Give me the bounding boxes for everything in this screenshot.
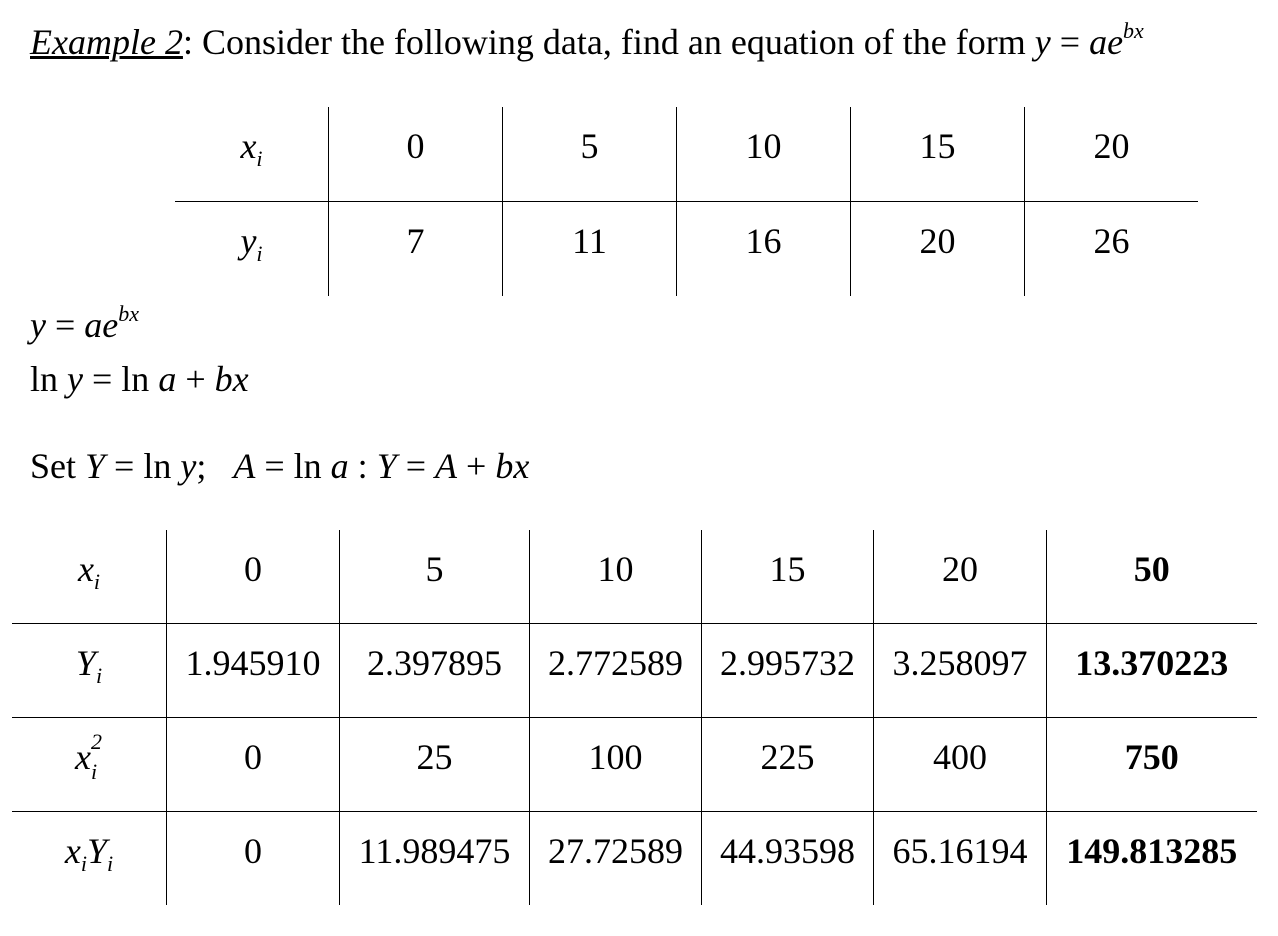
table-cell: 27.72589 (530, 812, 702, 906)
table-cell: 11.989475 (340, 812, 530, 906)
table-cell: 65.16194 (874, 812, 1047, 906)
row-header: $Y_i$ (12, 624, 167, 718)
table-cell: 0 (167, 718, 340, 812)
table-cell: 15 (702, 530, 874, 624)
heading-ae: ae (1089, 22, 1124, 62)
calc-row-x-squared (12, 718, 1257, 812)
calc-row-xY (12, 812, 1257, 906)
data-table-row-x (175, 107, 1198, 202)
row-header: $x_i$ (240, 126, 263, 171)
table-cell: 1.945910 (167, 624, 340, 718)
heading-y: y (1034, 22, 1051, 62)
table-cell: 5 (503, 107, 677, 202)
example-heading (30, 18, 1144, 62)
table-cell: 5 (340, 530, 530, 624)
table-cell: 20 (1025, 107, 1199, 202)
table-cell: 10 (677, 107, 851, 202)
table-cell: 10 (530, 530, 702, 624)
table-cell: 26 (1025, 202, 1199, 297)
heading-text: : Consider the following data, find an equation of the form (182, 22, 1035, 62)
table-cell: 44.93598 (702, 812, 874, 906)
table-cell: 2.772589 (530, 624, 702, 718)
total-cell: 149.813285 (1047, 812, 1257, 906)
row-header: $x_iY_i$ (12, 812, 167, 906)
row-header: $y_i$ (175, 202, 329, 297)
table-cell: 15 (851, 107, 1025, 202)
data-table (175, 107, 1198, 296)
table-cell: 2.995732 (702, 624, 874, 718)
table-cell: 7 (329, 202, 503, 297)
calc-row-Y (12, 624, 1257, 718)
table-cell: 100 (530, 718, 702, 812)
row-header: x 2 i (12, 718, 167, 812)
table-cell: 3.258097 (874, 624, 1047, 718)
calc-row-x (12, 530, 1257, 624)
total-cell: 750 (1047, 718, 1257, 812)
equation-log: ln y = ln a + bx (30, 359, 249, 399)
table-cell: 25 (340, 718, 530, 812)
equation-model: $y = ae^{bx}$ (30, 301, 140, 345)
table-cell: 16 (677, 202, 851, 297)
calculation-table (12, 530, 1257, 905)
table-cell: 0 (329, 107, 503, 202)
table-cell: 11 (503, 202, 677, 297)
heading-equals: = (1050, 22, 1090, 62)
table-cell: 0 (167, 812, 340, 906)
table-cell: 20 (874, 530, 1047, 624)
data-table-row-y (175, 202, 1198, 297)
example-label: Example 2 (30, 22, 183, 62)
table-cell: 20 (851, 202, 1025, 297)
table-cell: 2.397895 (340, 624, 530, 718)
heading-exponent: bx (1123, 18, 1144, 43)
total-cell: 13.370223 (1047, 624, 1257, 718)
table-cell: 0 (167, 530, 340, 624)
row-header: $x_i$ (77, 549, 101, 594)
table-cell: 400 (874, 718, 1047, 812)
table-cell: 225 (702, 718, 874, 812)
total-cell: 50 (1047, 530, 1257, 624)
substitution-line: Set Y = ln y; A = ln a : Y = A + bx (30, 446, 530, 486)
